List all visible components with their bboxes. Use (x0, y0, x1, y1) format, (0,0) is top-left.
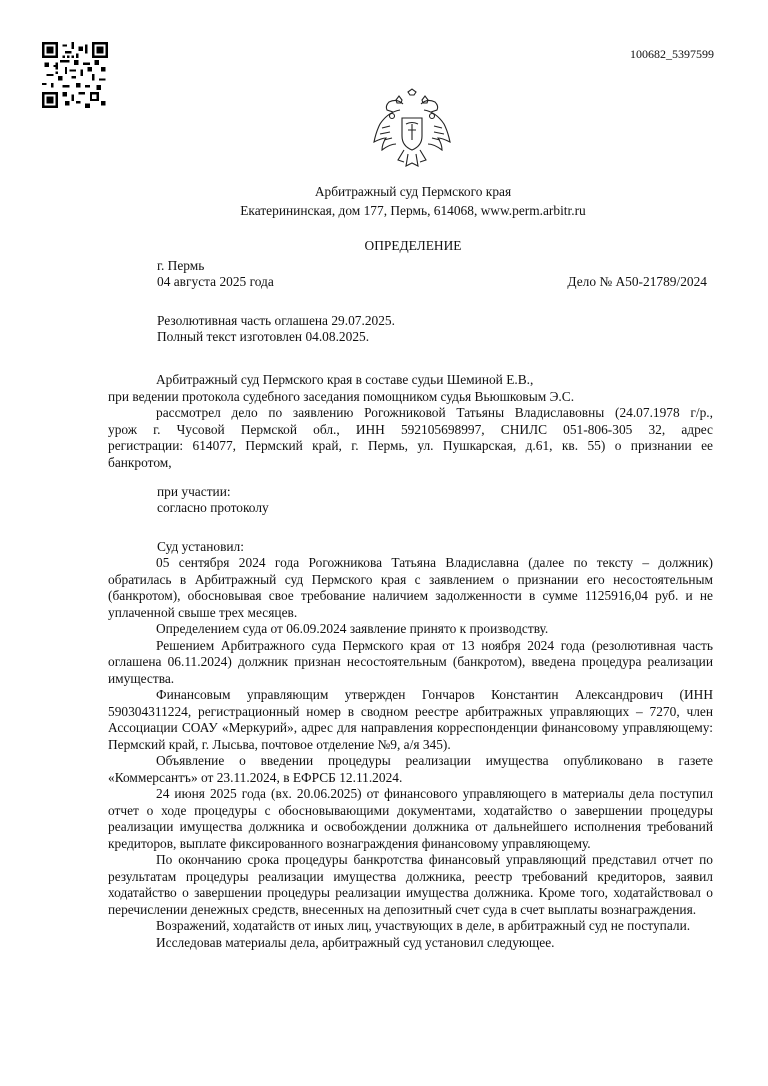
participation-value: согласно протоколу (157, 500, 269, 515)
resolution-announced: Резолютивная часть оглашена 29.07.2025. (157, 313, 395, 328)
court-address: Екатерининская, дом 177, Пермь, 614068, www.perm.arbitr.ru (240, 203, 586, 218)
document-id: 100682_5397599 (630, 47, 714, 61)
intro-line-1: Арбитражный суд Пермского края в составе судьи Шеминой Е.В., (156, 372, 534, 387)
body-paragraph: Определением суда от 06.09.2024 заявление принято к производству. (156, 621, 549, 636)
intro-line-6: банкротом, (108, 454, 172, 470)
body-paragraph: Исследовав материалы дела, арбитражный суд установил следующее. (156, 934, 555, 950)
established-body (108, 555, 713, 951)
document-date: 04 августа 2025 года (157, 274, 274, 289)
intro-line-2: при ведении протокола судебного заседания помощником судья Вьюшковым Э.С. (108, 388, 575, 404)
participation-label: при участии: (157, 484, 231, 499)
case-number: Дело № А50-21789/2024 (567, 274, 707, 289)
court-name: Арбитражный суд Пермского края (314, 184, 512, 199)
intro-line-3: рассмотрел дело по заявлению Рогожниковой Татьяны Владиславовны (24.07.1978 г/р., (156, 405, 713, 420)
body-paragraph: 05 сентября 2024 года Рогожникова Татьяна Владиславна (далее по тексту – должник) обратилась в Арбитражный суд Пермского края с заявлением о признании его несостоятельным (банкротом), обосновывая свое требование наличием задолженности в сумме 1125916,04 руб. и не уплаченной свыше трех месяцев. (108, 555, 713, 620)
city: г. Пермь (157, 258, 205, 273)
document-title: ОПРЕДЕЛЕНИЕ (364, 238, 462, 253)
body-paragraph: Возражений, ходатайств от иных лиц, участвующих в деле, в арбитражный суд не поступали. (156, 918, 691, 933)
qr-code (42, 42, 108, 108)
body-paragraph: Объявление о введении процедуры реализации имущества опубликовано в газете «Коммерсантъ» от 23.11.2024, в ЕФРСБ 12.11.2024. (108, 753, 713, 785)
intro-paragraph (108, 372, 713, 471)
intro-line-5: регистрации: 614077, Пермский край, г. Пермь, ул. Пушкарская, д.61, кв. 55) о признании ее (108, 438, 713, 453)
intro-line-4: урож г. Чусовой Пермской обл., ИНН 592105698997, СНИЛС 051-806-305 32, адрес (108, 421, 713, 437)
coat-of-arms-emblem (370, 88, 454, 170)
body-paragraph: 24 июня 2025 года (вх. 20.06.2025) от финансового управляющего в материалы дела поступил отчет о ходе процедуры с обосновывающими документами, ходатайство о завершении процедуры реализации имущества должника и освобождении должника от дальнейшего исполнения требований кредиторов, выплате фиксированного вознаграждения финансовому управляющему. (108, 786, 713, 851)
established-heading: Суд установил: (157, 539, 244, 554)
full-text-prepared: Полный текст изготовлен 04.08.2025. (157, 329, 370, 344)
body-paragraph: Финансовым управляющим утвержден Гончаров Константин Александрович (ИНН 590304311224, регистрационный номер в сводном реестре арбитражных управляющих – 7270, член Ассоциации СОАУ «Меркурий», адрес для направления корреспонденции финансовому управляющему: Пермский край, г. Лысьва, почтовое отделение №9, а/я 345). (108, 687, 713, 752)
body-paragraph: По окончанию срока процедуры банкротства финансовый управляющий представил отчет по результатам процедуры реализации имущества должника, реестр требований кредиторов, заявил ходатайство о завершении процедуры реализации имущества должника. Кроме того, ходатайствовал о перечислении денежных средств, внесенных на депозитный счет суда в счет выплаты вознаграждения. (108, 852, 713, 917)
body-paragraph: Решением Арбитражного суда Пермского края от 13 ноября 2024 года (резолютивная часть оглашена 06.11.2024) должник признан несостоятельным (банкротом), введена процедура реализации имущества. (108, 637, 713, 686)
